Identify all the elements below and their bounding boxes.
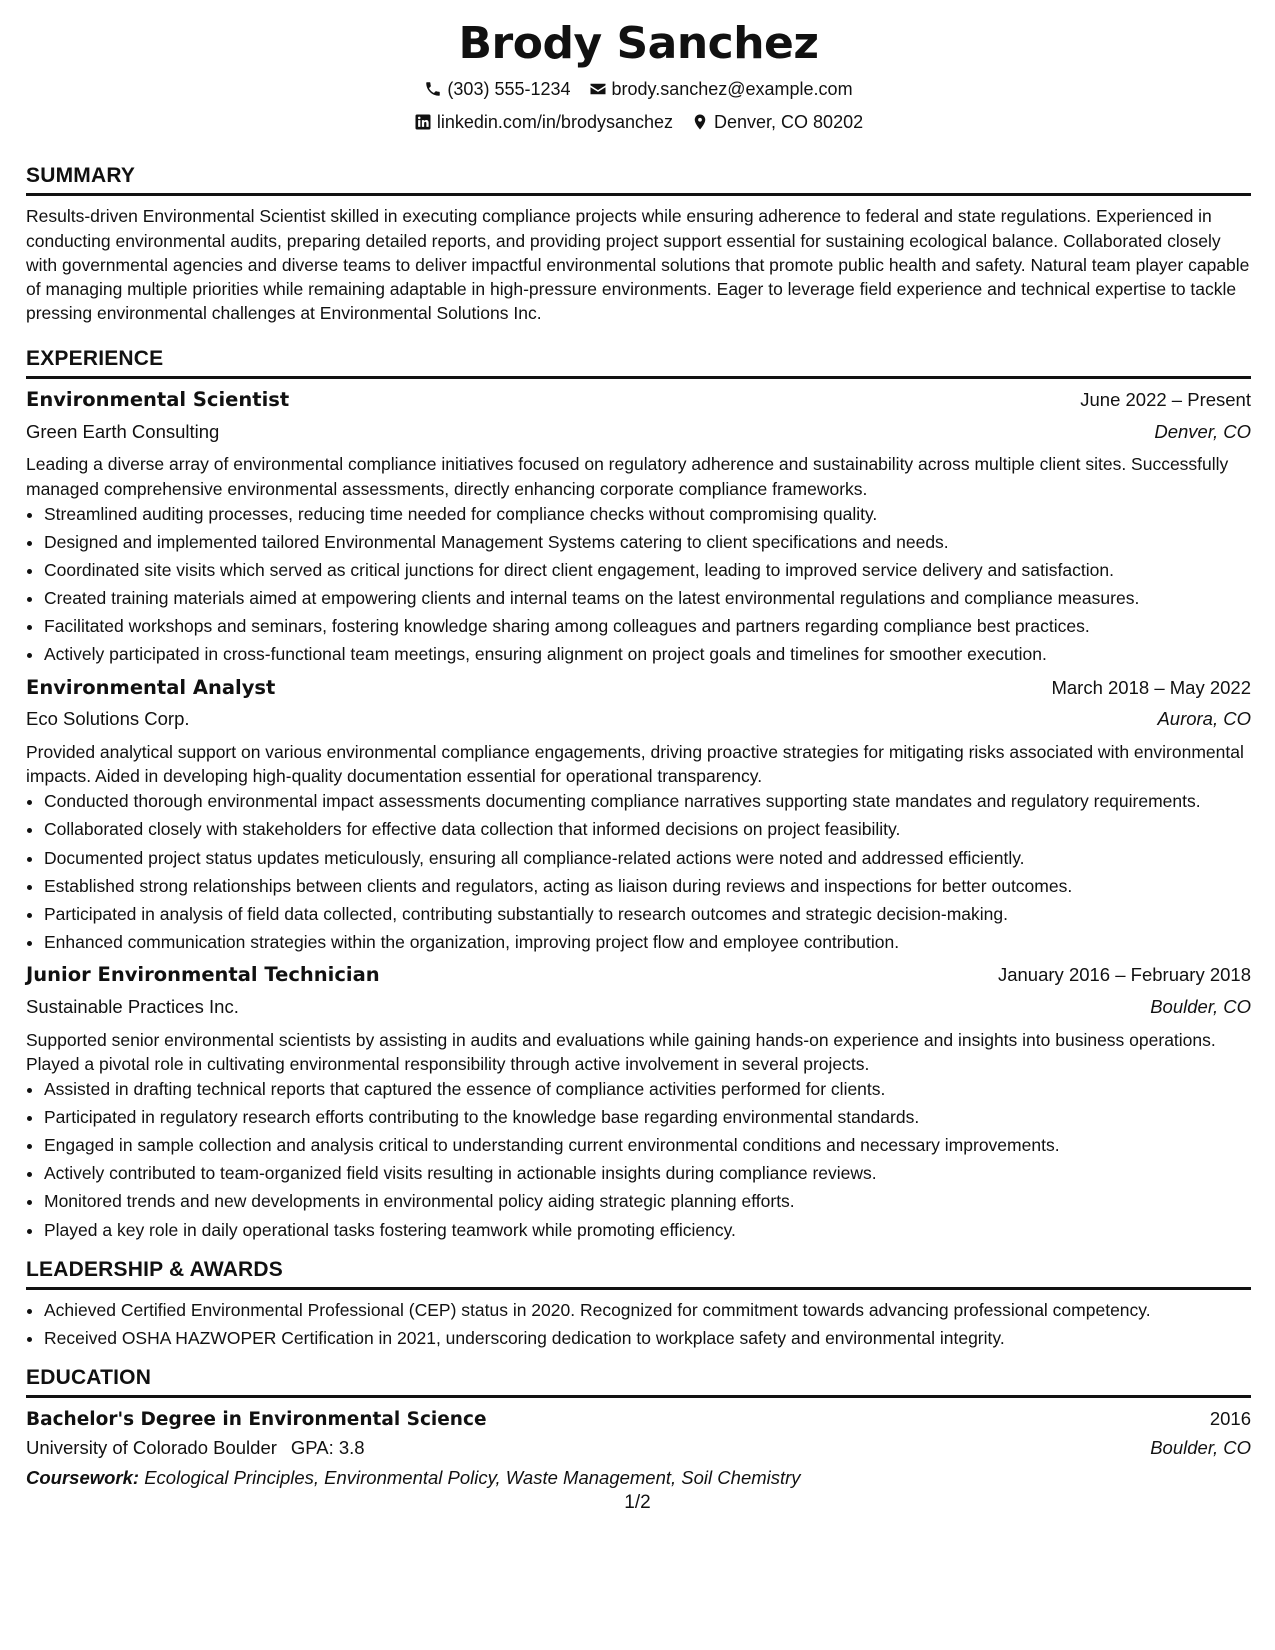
summary-text: Results-driven Environmental Scientist skilled in executing compliance projects while ensuring adherence to federal and state regulations. Experienced in conducting environmental audits, preparing detailed reports, and providing project support essential for sustaining ecological balance. Collaborated closely with governmental agencies and diverse teams to deliver impactful environmental solutions that promote public health and safety. Natural team player capable of managing multiple priorities while remaining adaptable in high-pressure environments. Eager to leverage field experience and technical expertise to tackle pressing environmental challenges at Environmental Solutions Inc. xyxy=(26,206,1250,323)
education-heading: EDUCATION xyxy=(26,1364,1251,1398)
list-item: • Facilitated workshops and seminars, fostering knowledge sharing among colleagues and partners regarding compliance best practices. xyxy=(44,614,1251,638)
degree-title: Bachelor's Degree in Environmental Science xyxy=(26,1408,487,1430)
summary-heading: SUMMARY xyxy=(26,162,1251,196)
list-item: • Actively participated in cross-functional team meetings, ensuring alignment on project goals and timelines for smoother execution. xyxy=(44,642,1251,666)
list-item: • Coordinated site visits which served as critical junctions for direct client engagement, leading to improved service delivery and satisfaction. xyxy=(44,558,1251,582)
location-text: Denver, CO 80202 xyxy=(714,112,864,133)
list-item: • Streamlined auditing processes, reducing time needed for compliance checks without compromising quality. xyxy=(44,502,1251,526)
job-dates: March 2018 – May 2022 xyxy=(1051,676,1251,698)
list-item: • Achieved Certified Environmental Professional (CEP) status in 2020. Recognized for commitment towards advancing professional competency. xyxy=(44,1298,1251,1322)
list-item: • Established strong relationships between clients and regulators, acting as liaison during reviews and inspections for better outcomes. xyxy=(44,874,1251,898)
list-item: • Actively contributed to team-organized field visits resulting in actionable insights during compliance reviews. xyxy=(44,1161,1251,1185)
contact-location xyxy=(691,110,863,134)
envelope-icon xyxy=(589,80,607,98)
linkedin-text[interactable]: linkedin.com/in/brodysanchez xyxy=(436,112,674,133)
leadership-bullets xyxy=(26,1298,1251,1350)
job-dates: January 2016 – February 2018 xyxy=(997,964,1251,986)
job-description: Supported senior environmental scientists by assisting in audits and evaluations while gaining hands-on experience and insights into business operations. Played a pivotal role in cultivating environmental responsibility through active involvement in several projects. xyxy=(26,1029,1216,1074)
leadership-section xyxy=(26,1256,1251,1350)
experience-section xyxy=(26,345,1251,1242)
contact-linkedin[interactable] xyxy=(414,110,673,134)
page-number: 1/2 xyxy=(624,1492,651,1513)
map-pin-icon xyxy=(691,113,709,131)
job-entry xyxy=(26,675,1251,955)
resume-page xyxy=(26,0,1251,1490)
job-dates: June 2022 – Present xyxy=(1080,389,1251,411)
contact-email[interactable] xyxy=(589,77,853,101)
resume-header xyxy=(26,0,1251,134)
leadership-heading: LEADERSHIP & AWARDS xyxy=(26,1256,1251,1290)
education-section xyxy=(26,1364,1251,1491)
list-item: • Collaborated closely with stakeholders for effective data collection that informed decisions on project feasibility. xyxy=(44,817,1251,841)
job-company: Green Earth Consulting xyxy=(26,420,220,442)
list-item: • Received OSHA HAZWOPER Certification in 2021, underscoring dedication to workplace safety and environmental integrity. xyxy=(44,1326,1251,1350)
email-text[interactable]: brody.sanchez@example.com xyxy=(611,78,853,99)
job-company: Eco Solutions Corp. xyxy=(26,708,190,730)
linkedin-icon xyxy=(414,113,432,131)
list-item: • Participated in regulatory research efforts contributing to the knowledge base regarding environmental standards. xyxy=(44,1105,1251,1129)
list-item: • Engaged in sample collection and analysis critical to understanding current environmental conditions and necessary improvements. xyxy=(44,1133,1251,1157)
gpa-text: GPA: 3.8 xyxy=(290,1437,365,1459)
job-description: Leading a diverse array of environmental compliance initiatives focused on regulatory adherence and sustainability across multiple client sites. Successfully managed comprehensive environmental assessments, directly enhancing corporate compliance frameworks. xyxy=(26,454,1229,499)
job-entry xyxy=(26,387,1251,667)
coursework-list: Ecological Principles, Environmental Policy, Waste Management, Soil Chemistry xyxy=(144,1466,801,1488)
list-item: • Conducted thorough environmental impact assessments documenting compliance narratives supporting state mandates and regulatory requirements. xyxy=(44,789,1251,813)
school-name: University of Colorado Boulder xyxy=(26,1437,277,1459)
job-bullets xyxy=(26,502,1251,667)
phone-text: (303) 555-1234 xyxy=(447,78,571,99)
contact-line-2 xyxy=(26,110,1251,134)
list-item: • Enhanced communication strategies within the organization, improving project flow and employee contribution. xyxy=(44,930,1251,954)
job-bullets xyxy=(26,1077,1251,1242)
contact-phone xyxy=(424,77,570,101)
summary-section xyxy=(26,162,1251,325)
coursework xyxy=(26,1465,1251,1491)
job-location: Aurora, CO xyxy=(1157,708,1251,730)
school-location: Boulder, CO xyxy=(1150,1437,1251,1459)
list-item: • Designed and implemented tailored Environmental Management Systems catering to client specifications and needs. xyxy=(44,530,1251,554)
graduation-year: 2016 xyxy=(1209,1407,1251,1429)
list-item: • Created training materials aimed at empowering clients and internal teams on the latest environmental regulations and compliance measures. xyxy=(44,586,1251,610)
list-item: • Played a key role in daily operational tasks fostering teamwork while promoting efficiency. xyxy=(44,1218,1251,1242)
coursework-label: Coursework: xyxy=(26,1466,140,1488)
job-company: Sustainable Practices Inc. xyxy=(26,996,239,1018)
job-description: Provided analytical support on various environmental compliance engagements, driving proactive strategies for mitigating risks associated with environmental impacts. Aided in developing high-quality documentation essential for operational transparency. xyxy=(26,742,1244,787)
experience-heading: EXPERIENCE xyxy=(26,345,1251,379)
job-title: Environmental Scientist xyxy=(26,388,290,412)
job-title: Junior Environmental Technician xyxy=(26,963,380,987)
job-bullets xyxy=(26,789,1251,954)
candidate-name: Brody Sanchez xyxy=(458,18,819,69)
job-location: Boulder, CO xyxy=(1150,996,1251,1018)
job-location: Denver, CO xyxy=(1154,420,1251,442)
job-title: Environmental Analyst xyxy=(26,675,276,699)
phone-icon xyxy=(424,80,442,98)
list-item: • Documented project status updates meticulously, ensuring all compliance-related actions were noted and addressed efficiently. xyxy=(44,846,1251,870)
list-item: • Assisted in drafting technical reports that captured the essence of compliance activities performed for clients. xyxy=(44,1077,1251,1101)
list-item: • Participated in analysis of field data collected, contributing substantially to research outcomes and strategic decision-making. xyxy=(44,902,1251,926)
contact-line-1 xyxy=(26,77,1251,101)
list-item: • Monitored trends and new developments in environmental policy aiding strategic planning efforts. xyxy=(44,1189,1251,1213)
job-entry xyxy=(26,962,1251,1242)
